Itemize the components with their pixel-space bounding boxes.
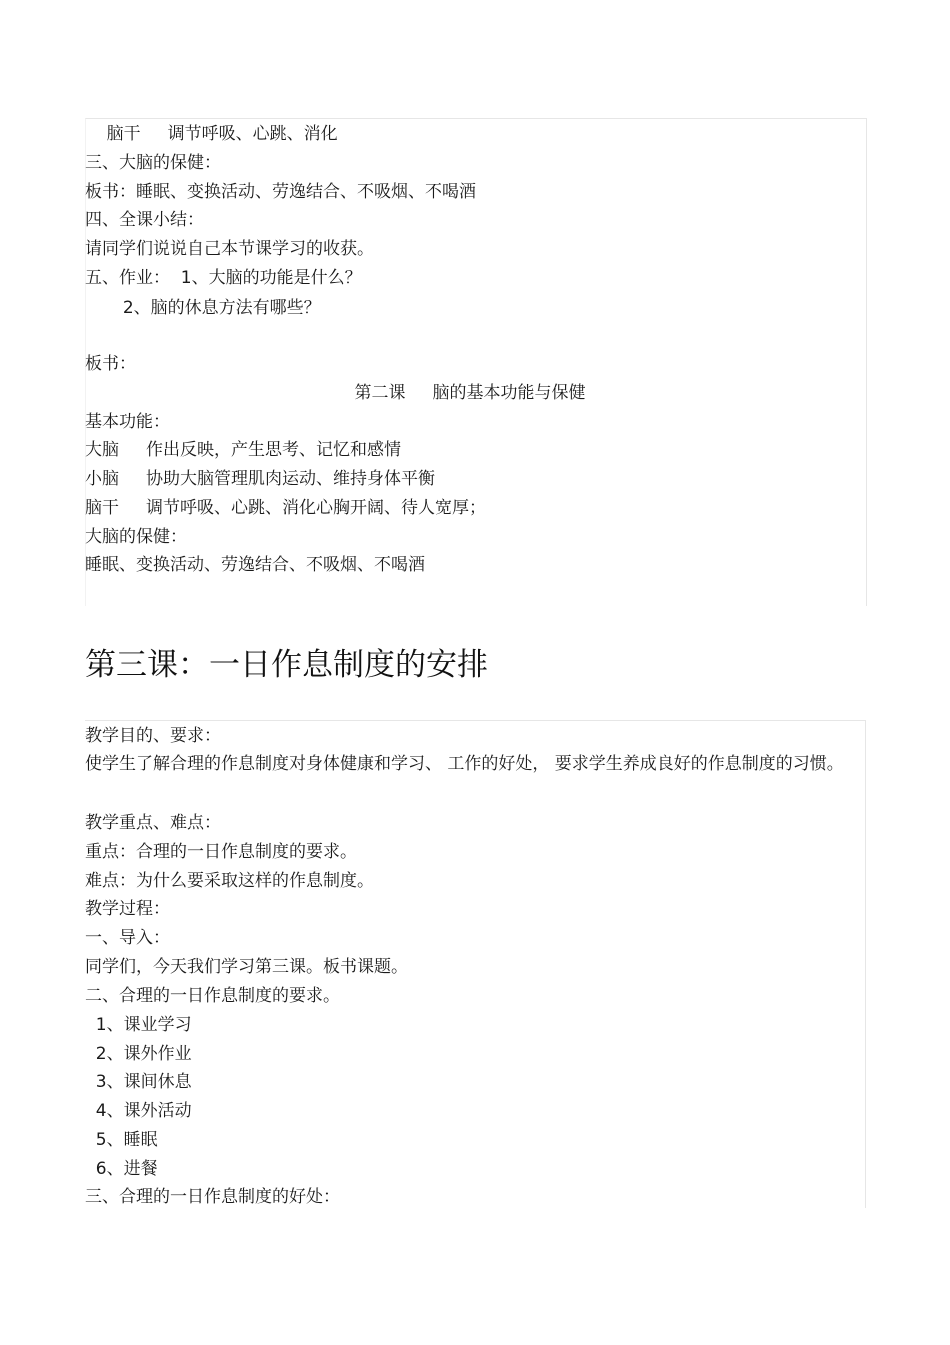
text-line: 重点：合理的一日作息制度的要求。 — [85, 842, 357, 862]
text-line: 大脑的保健： — [85, 527, 187, 547]
text-line: 三、大脑的保健： — [85, 153, 221, 173]
text-line: 板书：睡眠、变换活动、劳逸结合、不吸烟、不喝酒 — [85, 182, 476, 202]
text-line: 小脑 协助大脑管理肌肉运动、维持身体平衡 — [85, 469, 436, 489]
text-line: 2、脑的休息方法有哪些？ — [85, 298, 321, 318]
text-line: 基本功能： — [85, 412, 170, 432]
list-item: 6、进餐 — [85, 1159, 158, 1179]
board-title: 第二课 脑的基本功能与保健 — [354, 383, 586, 403]
list-item: 5、睡眠 — [85, 1130, 158, 1150]
text-line: 教学过程： — [85, 899, 170, 919]
text-line: 一、导入： — [85, 928, 170, 948]
list-item: 1、课业学习 — [85, 1015, 192, 1035]
text-paragraph: 使学生了解合理的作息制度对身体健康和学习、 工作的好处， 要求学生养成良好的作息制度的习惯。 — [85, 754, 844, 774]
lesson-heading: 第三课：一日作息制度的安排 — [85, 647, 488, 683]
text-line: 睡眠、变换活动、劳逸结合、不吸烟、不喝酒 — [85, 555, 425, 575]
text-line: 五、作业： 1、大脑的功能是什么？ — [85, 268, 362, 288]
text-line: 板书： — [85, 354, 136, 374]
list-item: 4、课外活动 — [85, 1101, 192, 1121]
text-line: 四、全课小结： — [85, 210, 204, 230]
text-line: 脑干 调节呼吸、心跳、消化 — [85, 124, 338, 144]
text-line: 同学们，今天我们学习第三课。板书课题。 — [85, 957, 408, 977]
text-line: 教学目的、要求： — [85, 726, 221, 746]
text-line: 脑干 调节呼吸、心跳、消化心胸开阔、待人宽厚； — [85, 498, 487, 518]
text-line: 难点：为什么要采取这样的作息制度。 — [85, 871, 374, 891]
text-line: 请同学们说说自己本节课学习的收获。 — [85, 239, 374, 259]
list-item: 3、课间休息 — [85, 1072, 192, 1092]
text-line: 教学重点、难点： — [85, 813, 221, 833]
text-line: 二、合理的一日作息制度的要求。 — [85, 986, 340, 1006]
text-line: 大脑 作出反映，产生思考、记忆和感情 — [85, 440, 402, 460]
text-line: 三、合理的一日作息制度的好处： — [85, 1187, 340, 1207]
list-item: 2、课外作业 — [85, 1044, 192, 1064]
